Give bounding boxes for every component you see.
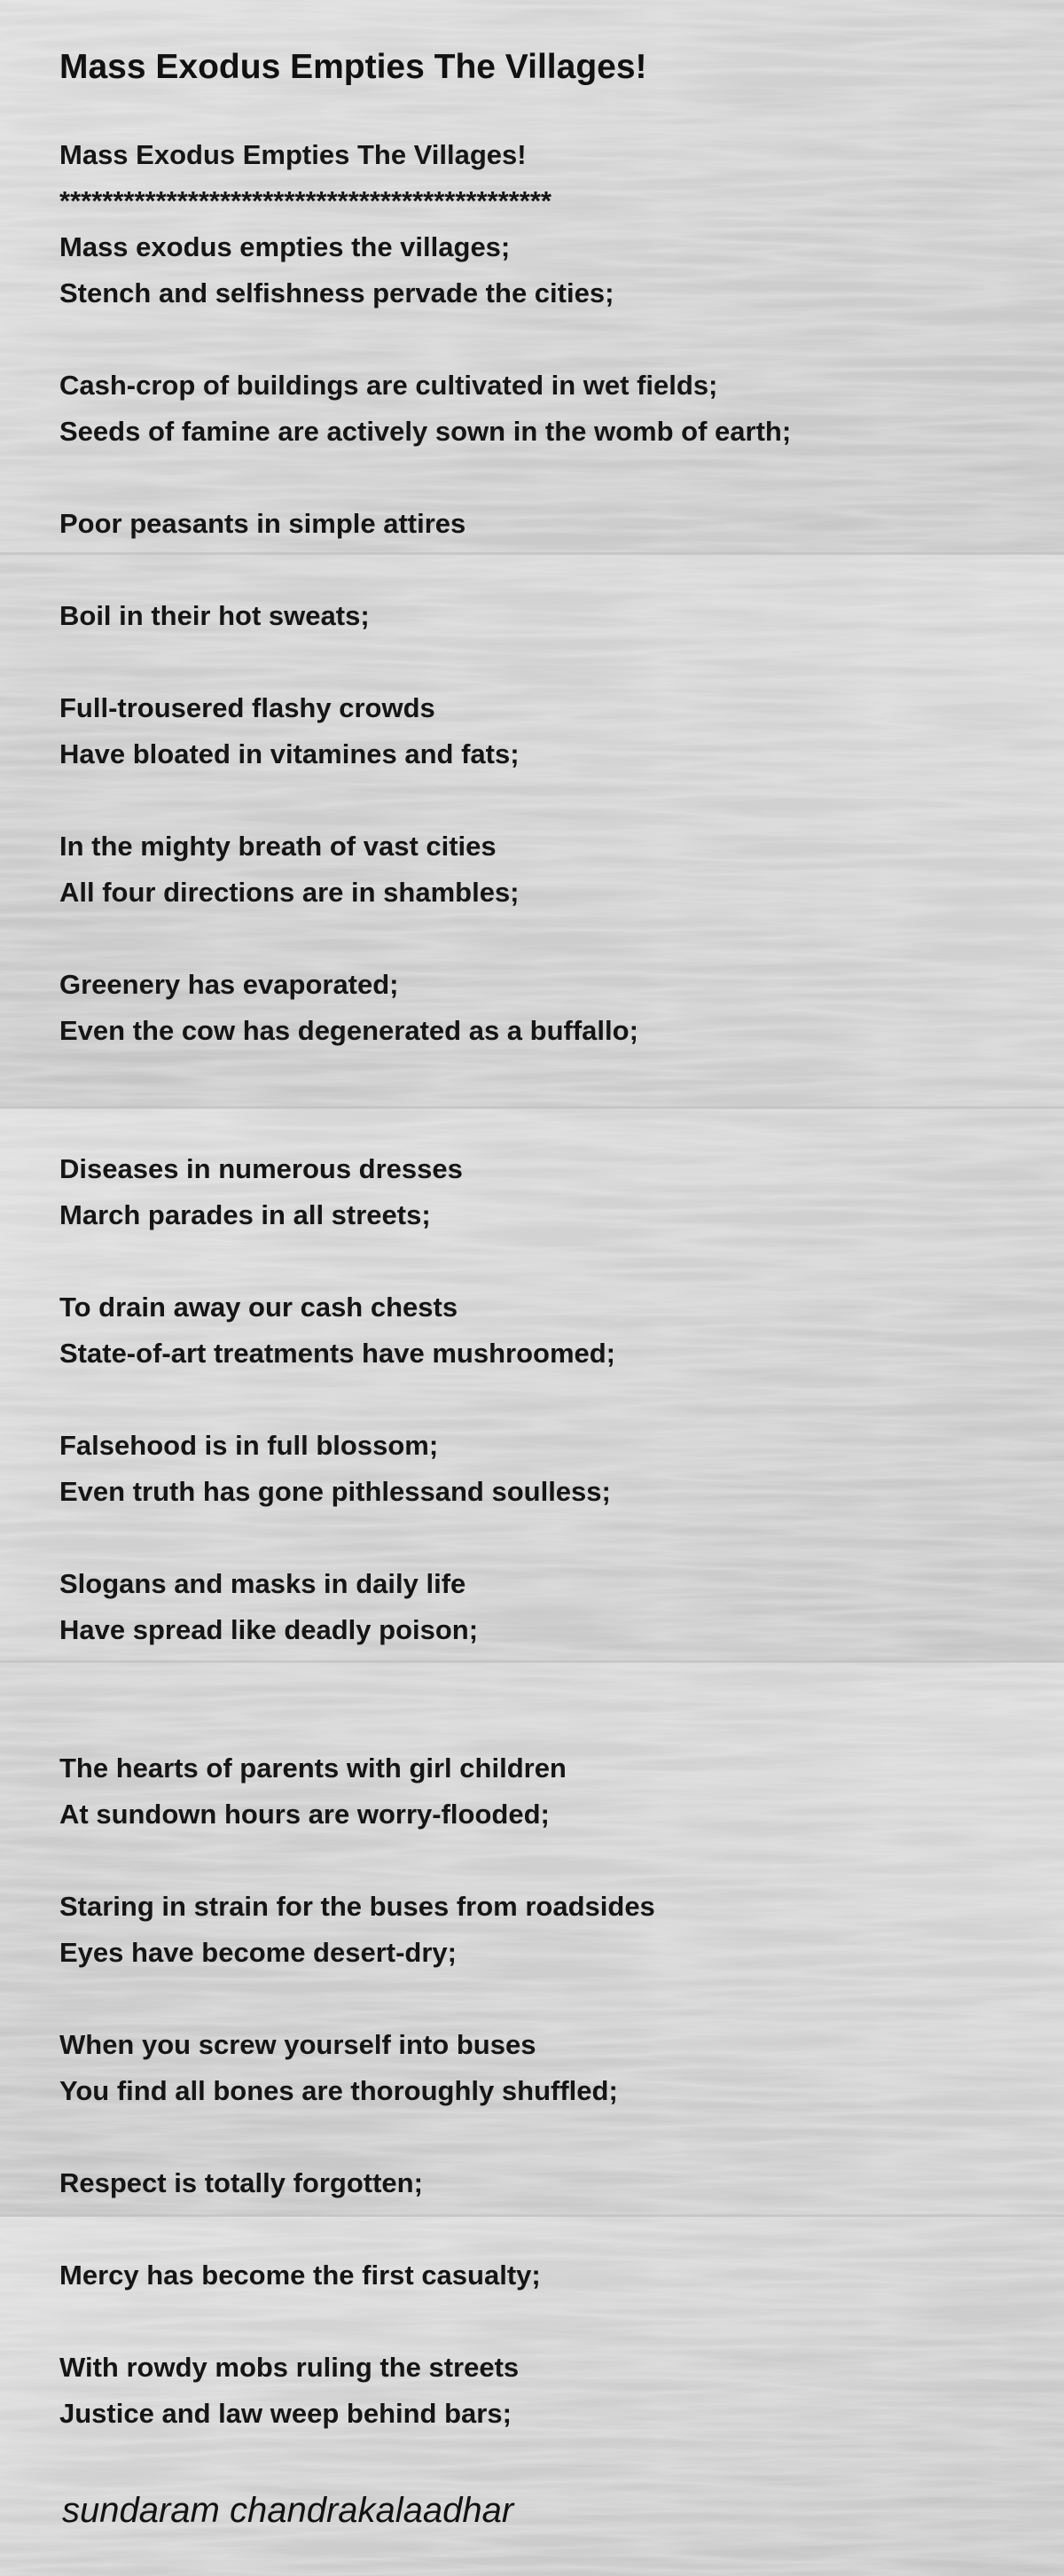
poem-line: State-of-art treatments have mushroomed;	[59, 1338, 616, 1369]
poem-line: Boil in their hot sweats;	[59, 600, 370, 631]
poem-line: Cash-crop of buildings are cultivated in wet fields;	[59, 370, 718, 401]
poem-line: When you screw yourself into buses	[59, 2029, 536, 2060]
poem-line: With rowdy mobs ruling the streets	[59, 2352, 520, 2383]
poem-line: You find all bones are thoroughly shuffled;	[59, 2075, 618, 2106]
poem-line: Even the cow has degenerated as a buffallo;	[59, 1015, 638, 1046]
poem-line: March parades in all streets;	[59, 1199, 431, 1230]
poem-author: sundaram chandrakalaadhar	[62, 2491, 514, 2530]
poem-line: Have bloated in vitamines and fats;	[59, 738, 520, 769]
poem-line: Mass exodus empties the villages;	[59, 231, 511, 262]
poem-line: Even truth has gone pithlessand soulless;	[59, 1476, 611, 1507]
poem-line: Respect is totally forgotten;	[59, 2167, 423, 2198]
poem-line: In the mighty breath of vast cities	[59, 831, 497, 862]
poem-line: Stench and selfishness pervade the cities;	[59, 277, 614, 308]
poem-line: Mercy has become the first casualty;	[59, 2260, 541, 2291]
poem-line: Full-trousered flashy crowds	[59, 692, 435, 723]
poem-line: Falsehood is in full blossom;	[59, 1430, 439, 1461]
poem-line: Poor peasants in simple attires	[59, 508, 466, 539]
poem-line: To drain away our cash chests	[59, 1292, 458, 1323]
poem-line: Diseases in numerous dresses	[59, 1153, 463, 1184]
poem-line: Seeds of famine are actively sown in the womb of earth;	[59, 416, 792, 447]
poem-line: The hearts of parents with girl children	[59, 1752, 567, 1784]
poem-line: Eyes have become desert-dry;	[59, 1937, 457, 1968]
poem-line: At sundown hours are worry-flooded;	[59, 1799, 550, 1830]
poem-line: Staring in strain for the buses from roadsides	[59, 1891, 655, 1922]
poem-line: Slogans and masks in daily life	[59, 1568, 466, 1599]
poem-line: Greenery has evaporated;	[59, 969, 399, 1000]
poem-line: Have spread like deadly poison;	[59, 1614, 479, 1645]
poem-line: Justice and law weep behind bars;	[59, 2398, 512, 2429]
poem-line: Mass Exodus Empties The Villages!	[59, 139, 527, 170]
poem-title: Mass Exodus Empties The Villages!	[59, 48, 647, 86]
poem-line: All four directions are in shambles;	[59, 877, 520, 908]
poem-line: **********************************************	[59, 185, 552, 216]
